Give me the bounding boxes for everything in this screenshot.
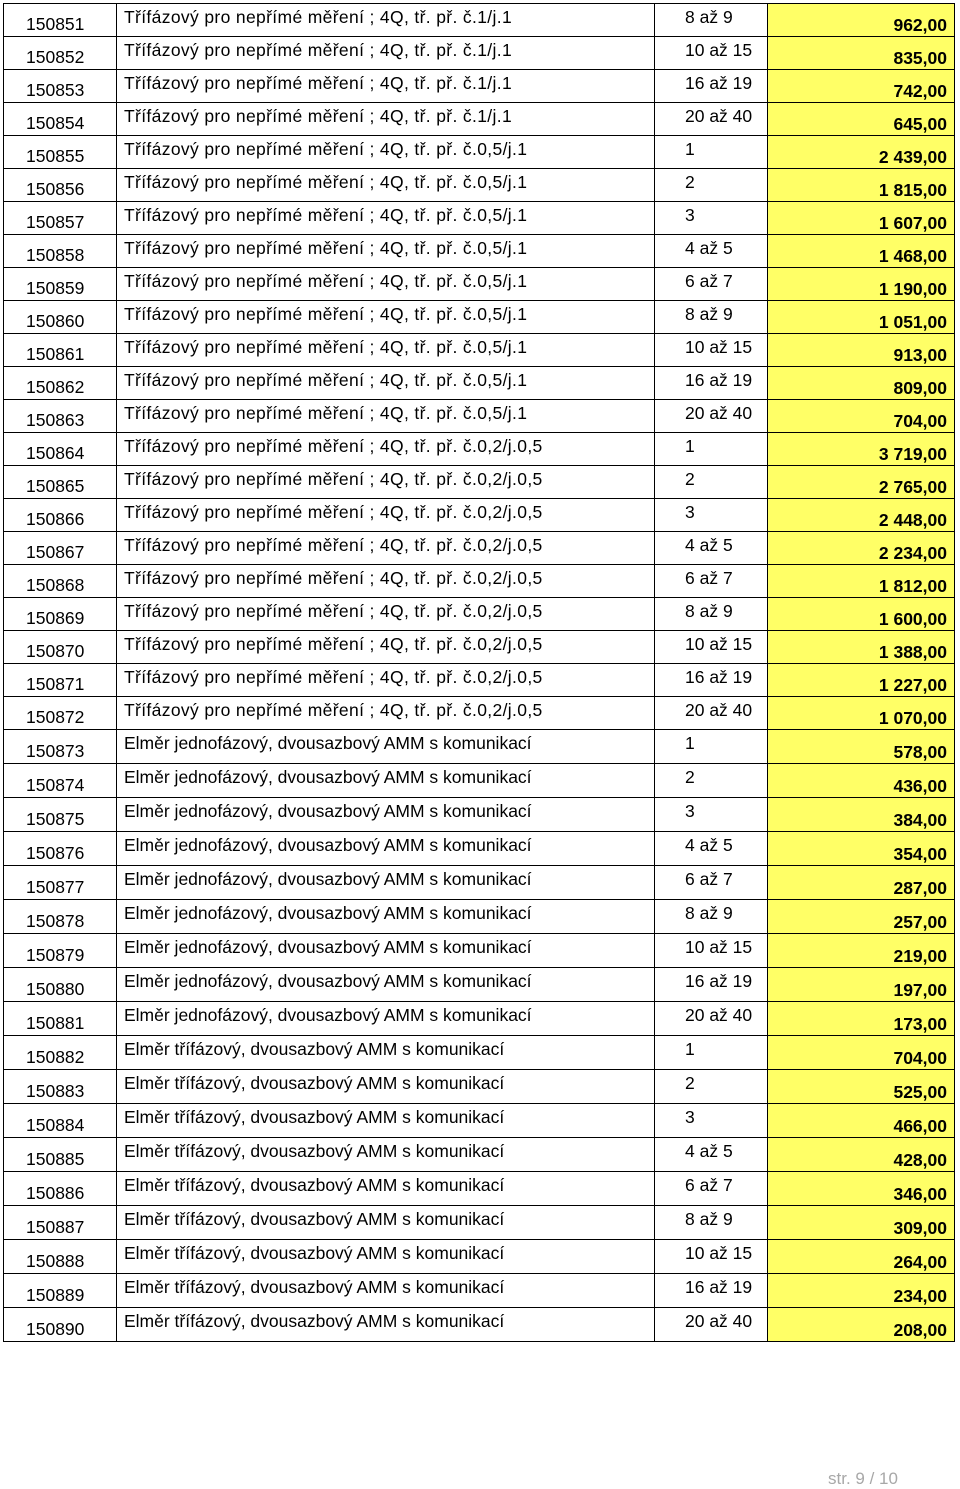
item-code-cell: 150865 [4, 466, 117, 499]
description-cell: Třífázový pro nepřímé měření ; 4Q, tř. př. č.0,2/j.0,5 [117, 565, 655, 598]
description-cell: Třífázový pro nepřímé měření ; 4Q, tř. př. č.0,5/j.1 [117, 136, 655, 169]
item-code-cell: 150883 [4, 1070, 117, 1104]
item-code-cell: 150877 [4, 866, 117, 900]
table-row [4, 169, 955, 202]
price-cell: 1 468,00 [768, 235, 955, 268]
quantity-range-cell: 20 až 40 [655, 697, 768, 730]
item-code-cell: 150858 [4, 235, 117, 268]
description-cell: Třífázový pro nepřímé měření ; 4Q, tř. př. č.0,2/j.0,5 [117, 598, 655, 631]
description-cell: Třífázový pro nepřímé měření ; 4Q, tř. př. č.1/j.1 [117, 37, 655, 70]
item-code-cell: 150868 [4, 565, 117, 598]
table-row [4, 832, 955, 866]
table-row [4, 70, 955, 103]
description-cell: Třífázový pro nepřímé měření ; 4Q, tř. př. č.0,5/j.1 [117, 169, 655, 202]
item-code-cell: 150878 [4, 900, 117, 934]
price-cell: 264,00 [768, 1240, 955, 1274]
description-cell: Třífázový pro nepřímé měření ; 4Q, tř. př. č.0,2/j.0,5 [117, 697, 655, 730]
item-code-cell: 150871 [4, 664, 117, 697]
description-cell: Třífázový pro nepřímé měření ; 4Q, tř. př. č.0,5/j.1 [117, 301, 655, 334]
item-code-cell: 150857 [4, 202, 117, 235]
quantity-range-cell: 4 až 5 [655, 832, 768, 866]
price-cell: 1 051,00 [768, 301, 955, 334]
quantity-range-cell: 6 až 7 [655, 866, 768, 900]
price-table-body [4, 4, 955, 1342]
description-cell: Elměr třífázový, dvousazbový AMM s komunikací [117, 1172, 655, 1206]
table-row [4, 664, 955, 697]
item-code-cell: 150873 [4, 730, 117, 764]
quantity-range-cell: 8 až 9 [655, 598, 768, 631]
table-row [4, 103, 955, 136]
description-cell: Elměr jednofázový, dvousazbový AMM s komunikací [117, 900, 655, 934]
description-cell: Třífázový pro nepřímé měření ; 4Q, tř. př. č.0,2/j.0,5 [117, 499, 655, 532]
quantity-range-cell: 2 [655, 764, 768, 798]
quantity-range-cell: 8 až 9 [655, 900, 768, 934]
quantity-range-cell: 2 [655, 1070, 768, 1104]
quantity-range-cell: 10 až 15 [655, 1240, 768, 1274]
quantity-range-cell: 1 [655, 730, 768, 764]
price-cell: 2 765,00 [768, 466, 955, 499]
quantity-range-cell: 20 až 40 [655, 1002, 768, 1036]
price-cell: 384,00 [768, 798, 955, 832]
description-cell: Třífázový pro nepřímé měření ; 4Q, tř. př. č.1/j.1 [117, 103, 655, 136]
quantity-range-cell: 20 až 40 [655, 400, 768, 433]
quantity-range-cell: 1 [655, 433, 768, 466]
price-cell: 436,00 [768, 764, 955, 798]
description-cell: Třífázový pro nepřímé měření ; 4Q, tř. př. č.0,2/j.0,5 [117, 433, 655, 466]
price-cell: 287,00 [768, 866, 955, 900]
quantity-range-cell: 4 až 5 [655, 235, 768, 268]
description-cell: Elměr jednofázový, dvousazbový AMM s komunikací [117, 730, 655, 764]
description-cell: Elměr jednofázový, dvousazbový AMM s komunikací [117, 934, 655, 968]
item-code-cell: 150860 [4, 301, 117, 334]
price-cell: 1 607,00 [768, 202, 955, 235]
price-cell: 704,00 [768, 1036, 955, 1070]
table-row [4, 400, 955, 433]
quantity-range-cell: 20 až 40 [655, 1308, 768, 1342]
item-code-cell: 150866 [4, 499, 117, 532]
price-cell: 219,00 [768, 934, 955, 968]
description-cell: Třífázový pro nepřímé měření ; 4Q, tř. př. č.0,5/j.1 [117, 202, 655, 235]
item-code-cell: 150863 [4, 400, 117, 433]
table-row [4, 798, 955, 832]
item-code-cell: 150879 [4, 934, 117, 968]
quantity-range-cell: 6 až 7 [655, 565, 768, 598]
item-code-cell: 150885 [4, 1138, 117, 1172]
item-code-cell: 150851 [4, 4, 117, 37]
table-row [4, 268, 955, 301]
table-row [4, 934, 955, 968]
quantity-range-cell: 16 až 19 [655, 70, 768, 103]
quantity-range-cell: 1 [655, 1036, 768, 1070]
item-code-cell: 150882 [4, 1036, 117, 1070]
price-cell: 704,00 [768, 400, 955, 433]
table-row [4, 764, 955, 798]
description-cell: Elměr jednofázový, dvousazbový AMM s komunikací [117, 832, 655, 866]
quantity-range-cell: 8 až 9 [655, 4, 768, 37]
description-cell: Elměr třífázový, dvousazbový AMM s komunikací [117, 1274, 655, 1308]
item-code-cell: 150886 [4, 1172, 117, 1206]
price-cell: 2 448,00 [768, 499, 955, 532]
description-cell: Třífázový pro nepřímé měření ; 4Q, tř. př. č.0,2/j.0,5 [117, 466, 655, 499]
table-row [4, 235, 955, 268]
price-table [3, 3, 955, 1342]
price-cell: 234,00 [768, 1274, 955, 1308]
item-code-cell: 150890 [4, 1308, 117, 1342]
item-code-cell: 150875 [4, 798, 117, 832]
price-cell: 809,00 [768, 367, 955, 400]
item-code-cell: 150887 [4, 1206, 117, 1240]
item-code-cell: 150869 [4, 598, 117, 631]
price-cell: 2 439,00 [768, 136, 955, 169]
item-code-cell: 150864 [4, 433, 117, 466]
description-cell: Třífázový pro nepřímé měření ; 4Q, tř. př. č.0,5/j.1 [117, 400, 655, 433]
price-cell: 1 812,00 [768, 565, 955, 598]
table-row [4, 334, 955, 367]
table-row [4, 866, 955, 900]
price-cell: 257,00 [768, 900, 955, 934]
description-cell: Elměr třífázový, dvousazbový AMM s komunikací [117, 1036, 655, 1070]
table-row [4, 730, 955, 764]
table-row [4, 1104, 955, 1138]
item-code-cell: 150874 [4, 764, 117, 798]
price-cell: 3 719,00 [768, 433, 955, 466]
price-cell: 1 600,00 [768, 598, 955, 631]
price-cell: 428,00 [768, 1138, 955, 1172]
description-cell: Elměr jednofázový, dvousazbový AMM s komunikací [117, 764, 655, 798]
price-cell: 1 815,00 [768, 169, 955, 202]
item-code-cell: 150888 [4, 1240, 117, 1274]
price-cell: 1 190,00 [768, 268, 955, 301]
item-code-cell: 150867 [4, 532, 117, 565]
table-row [4, 433, 955, 466]
price-cell: 525,00 [768, 1070, 955, 1104]
page-number: str. 9 / 10 [828, 1469, 898, 1488]
item-code-cell: 150880 [4, 968, 117, 1002]
description-cell: Elměr třífázový, dvousazbový AMM s komunikací [117, 1240, 655, 1274]
table-row [4, 900, 955, 934]
table-row [4, 466, 955, 499]
quantity-range-cell: 6 až 7 [655, 268, 768, 301]
description-cell: Elměr jednofázový, dvousazbový AMM s komunikací [117, 1002, 655, 1036]
item-code-cell: 150889 [4, 1274, 117, 1308]
description-cell: Třífázový pro nepřímé měření ; 4Q, tř. př. č.0,2/j.0,5 [117, 664, 655, 697]
price-cell: 173,00 [768, 1002, 955, 1036]
table-row [4, 697, 955, 730]
table-row [4, 1036, 955, 1070]
price-cell: 962,00 [768, 4, 955, 37]
table-row [4, 631, 955, 664]
description-cell: Elměr třífázový, dvousazbový AMM s komunikací [117, 1138, 655, 1172]
description-cell: Třífázový pro nepřímé měření ; 4Q, tř. př. č.0,5/j.1 [117, 235, 655, 268]
table-row [4, 565, 955, 598]
price-cell: 197,00 [768, 968, 955, 1002]
table-row [4, 301, 955, 334]
item-code-cell: 150862 [4, 367, 117, 400]
description-cell: Elměr jednofázový, dvousazbový AMM s komunikací [117, 866, 655, 900]
item-code-cell: 150881 [4, 1002, 117, 1036]
description-cell: Třífázový pro nepřímé měření ; 4Q, tř. př. č.1/j.1 [117, 4, 655, 37]
description-cell: Třífázový pro nepřímé měření ; 4Q, tř. př. č.0,5/j.1 [117, 367, 655, 400]
price-cell: 578,00 [768, 730, 955, 764]
quantity-range-cell: 16 až 19 [655, 968, 768, 1002]
item-code-cell: 150853 [4, 70, 117, 103]
quantity-range-cell: 10 až 15 [655, 934, 768, 968]
price-cell: 742,00 [768, 70, 955, 103]
quantity-range-cell: 16 až 19 [655, 664, 768, 697]
quantity-range-cell: 4 až 5 [655, 1138, 768, 1172]
item-code-cell: 150856 [4, 169, 117, 202]
quantity-range-cell: 3 [655, 798, 768, 832]
table-row [4, 4, 955, 37]
quantity-range-cell: 3 [655, 499, 768, 532]
table-row [4, 1002, 955, 1036]
item-code-cell: 150855 [4, 136, 117, 169]
description-cell: Elměr třífázový, dvousazbový AMM s komunikací [117, 1070, 655, 1104]
price-cell: 346,00 [768, 1172, 955, 1206]
quantity-range-cell: 10 až 15 [655, 631, 768, 664]
table-row [4, 532, 955, 565]
description-cell: Třífázový pro nepřímé měření ; 4Q, tř. př. č.1/j.1 [117, 70, 655, 103]
item-code-cell: 150854 [4, 103, 117, 136]
table-row [4, 367, 955, 400]
table-row [4, 1206, 955, 1240]
description-cell: Elměr třífázový, dvousazbový AMM s komunikací [117, 1308, 655, 1342]
quantity-range-cell: 20 až 40 [655, 103, 768, 136]
item-code-cell: 150852 [4, 37, 117, 70]
description-cell: Elměr jednofázový, dvousazbový AMM s komunikací [117, 798, 655, 832]
description-cell: Elměr jednofázový, dvousazbový AMM s komunikací [117, 968, 655, 1002]
table-row [4, 1308, 955, 1342]
table-row [4, 1172, 955, 1206]
quantity-range-cell: 16 až 19 [655, 367, 768, 400]
item-code-cell: 150872 [4, 697, 117, 730]
price-cell: 913,00 [768, 334, 955, 367]
quantity-range-cell: 1 [655, 136, 768, 169]
table-row [4, 202, 955, 235]
item-code-cell: 150861 [4, 334, 117, 367]
description-cell: Elměr třífázový, dvousazbový AMM s komunikací [117, 1206, 655, 1240]
item-code-cell: 150870 [4, 631, 117, 664]
quantity-range-cell: 4 až 5 [655, 532, 768, 565]
quantity-range-cell: 2 [655, 169, 768, 202]
quantity-range-cell: 3 [655, 202, 768, 235]
price-cell: 645,00 [768, 103, 955, 136]
quantity-range-cell: 10 až 15 [655, 334, 768, 367]
table-row [4, 1274, 955, 1308]
price-cell: 1 227,00 [768, 664, 955, 697]
description-cell: Třífázový pro nepřímé měření ; 4Q, tř. př. č.0,5/j.1 [117, 334, 655, 367]
price-cell: 1 388,00 [768, 631, 955, 664]
table-row [4, 37, 955, 70]
price-cell: 354,00 [768, 832, 955, 866]
item-code-cell: 150884 [4, 1104, 117, 1138]
table-row [4, 499, 955, 532]
table-row [4, 136, 955, 169]
table-row [4, 1138, 955, 1172]
quantity-range-cell: 16 až 19 [655, 1274, 768, 1308]
price-cell: 835,00 [768, 37, 955, 70]
table-row [4, 1240, 955, 1274]
quantity-range-cell: 3 [655, 1104, 768, 1138]
description-cell: Třífázový pro nepřímé měření ; 4Q, tř. př. č.0,5/j.1 [117, 268, 655, 301]
quantity-range-cell: 6 až 7 [655, 1172, 768, 1206]
quantity-range-cell: 10 až 15 [655, 37, 768, 70]
price-cell: 1 070,00 [768, 697, 955, 730]
price-cell: 466,00 [768, 1104, 955, 1138]
quantity-range-cell: 8 až 9 [655, 301, 768, 334]
table-row [4, 968, 955, 1002]
price-cell: 2 234,00 [768, 532, 955, 565]
description-cell: Elměr třífázový, dvousazbový AMM s komunikací [117, 1104, 655, 1138]
table-row [4, 598, 955, 631]
description-cell: Třífázový pro nepřímé měření ; 4Q, tř. př. č.0,2/j.0,5 [117, 532, 655, 565]
price-cell: 309,00 [768, 1206, 955, 1240]
price-cell: 208,00 [768, 1308, 955, 1342]
quantity-range-cell: 8 až 9 [655, 1206, 768, 1240]
quantity-range-cell: 2 [655, 466, 768, 499]
table-row [4, 1070, 955, 1104]
description-cell: Třífázový pro nepřímé měření ; 4Q, tř. př. č.0,2/j.0,5 [117, 631, 655, 664]
item-code-cell: 150859 [4, 268, 117, 301]
item-code-cell: 150876 [4, 832, 117, 866]
